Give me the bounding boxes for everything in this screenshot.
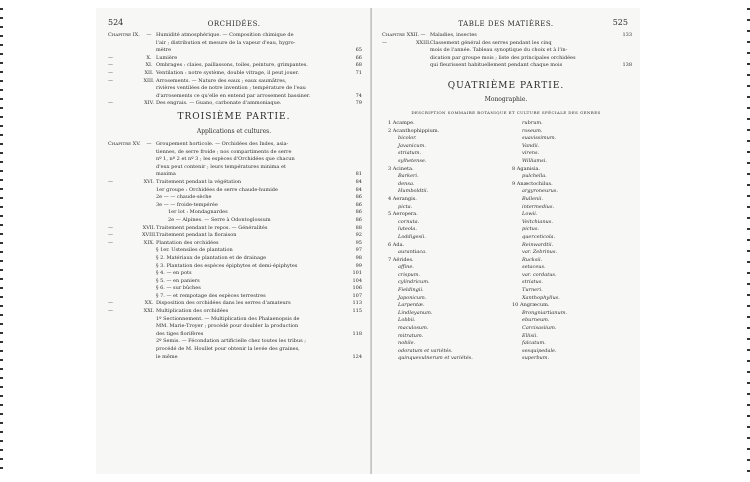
toc-text: Multiplication des orchidées	[156, 308, 229, 315]
toc-row	[108, 62, 362, 70]
toc-page-number: 104	[352, 277, 362, 284]
toc-text: d'eux peut contenir ; leurs températures minima et	[156, 163, 286, 170]
toc-page-number: 107	[352, 292, 362, 299]
toc-text: § 3. Plantation des espèces épiphytes et demi-épiphytes	[156, 262, 298, 269]
species-name: striatum.	[398, 150, 422, 157]
toc-page-number: 68	[355, 62, 362, 69]
species-name: Vandii.	[522, 142, 540, 149]
toc-row	[108, 149, 362, 157]
species-name: aurantiaca.	[398, 249, 427, 256]
toc-chapter: XVI.	[143, 178, 155, 185]
toc-row	[108, 187, 362, 195]
toc-text: mètre	[156, 47, 172, 54]
species-name: pulchella.	[522, 173, 547, 180]
toc-text: Traitement pendant la végétation	[156, 178, 242, 185]
genus-heading: 4 Aerangis.	[388, 195, 417, 202]
toc-row	[108, 164, 362, 172]
toc-chapter: XX.	[144, 300, 154, 307]
species-name: Larpentæ.	[398, 302, 425, 309]
toc-page-number: 124	[352, 353, 362, 360]
toc-chapter: XVII.	[142, 224, 156, 231]
species-name: densa.	[398, 180, 415, 187]
toc-page-number: 88	[355, 224, 362, 231]
genus-heading: 8 Aganisia.	[512, 165, 541, 172]
genus-heading: 9 Anæctochilus.	[512, 180, 553, 187]
toc-page-number: 95	[355, 239, 362, 246]
toc-text: Traitement pendant le repos. — Généralités	[156, 224, 268, 231]
part3-subtitle: Applications et cultures.	[196, 128, 272, 135]
species-name: Barkeri.	[398, 173, 419, 180]
toc-text: 2º Semis. — Fécondation artificielle chez toutes les tribus ;	[156, 338, 306, 345]
toc-page-number: 101	[352, 270, 362, 277]
toc-page-number: 74	[355, 92, 362, 99]
toc-text: § 7. — et rempotage des espèces terrestres	[156, 292, 266, 299]
toc-row	[108, 217, 362, 225]
toc-text: d'arrosements ce qu'elle en entend par arrosement bassiner.	[156, 92, 311, 99]
species-name: striatus.	[522, 279, 543, 286]
toc-row	[108, 85, 362, 93]
species-name: falcatum.	[522, 340, 546, 347]
toc-text: 3e — — froide-tempérée	[156, 201, 218, 208]
species-name: eburneum.	[522, 317, 550, 324]
genus-heading: 7 Aërides.	[388, 256, 414, 263]
toc-chapter: XI.	[145, 62, 153, 69]
toc-label: —	[108, 232, 113, 239]
toc-text: § 1er. Ustensiles de plantation	[156, 247, 233, 254]
species-name: rubrum.	[522, 120, 543, 126]
toc-chapter: XII.	[144, 69, 154, 76]
species-name: odoratum et variétés.	[398, 347, 453, 354]
toc-text: § 4. — en pots	[156, 270, 192, 277]
toc-row	[108, 40, 362, 48]
species-name: Veitchianus.	[522, 218, 553, 225]
toc-label: —	[108, 300, 113, 307]
species-name: picta.	[398, 203, 413, 210]
toc-text: 2e — — chaude-sèche	[156, 194, 212, 201]
toc-text: Lumière	[156, 54, 178, 61]
species-name: sesquipedale.	[522, 347, 557, 354]
species-name: Williamsi.	[522, 157, 547, 164]
toc-part3-list	[108, 141, 362, 361]
toc-label: —	[382, 39, 387, 46]
toc-row	[108, 209, 362, 217]
part3-toc	[108, 141, 362, 361]
toc-row	[382, 62, 632, 70]
toc-row	[108, 47, 362, 55]
toc-top-list	[108, 32, 362, 108]
toc-row	[108, 194, 362, 202]
toc-page-number: 79	[355, 100, 362, 107]
toc-text: Groupement horticole. — Orchidées des Indes, asia-	[156, 141, 289, 147]
species-name: Japonicum.	[398, 294, 427, 301]
toc-text: mois de l'année. Tableau synoptique du choix et à l'in-	[430, 47, 568, 54]
species-name: querceticola.	[522, 233, 556, 240]
toc-page-number: 81	[355, 171, 362, 178]
toc-chapter: XIV.	[144, 100, 154, 107]
toc-page-number: 118	[352, 330, 362, 337]
species-name: crispum.	[398, 271, 421, 278]
right-running-head: TABLE DES MATIÈRES.	[458, 20, 554, 28]
toc-page-number: 133	[622, 32, 632, 38]
toc-page-number: 86	[355, 216, 362, 223]
species-name: var. Zebrinus.	[522, 249, 558, 256]
toc-row	[108, 225, 362, 233]
right-page-number: 525	[612, 18, 628, 27]
left-toc	[108, 32, 362, 108]
toc-text: Classement général des serres pendant les cinq	[430, 39, 552, 46]
species-name: Lindleyanum.	[398, 309, 433, 316]
species-name: cylindricum.	[398, 279, 430, 286]
toc-row	[108, 32, 362, 40]
species-name: Lobbii.	[398, 317, 416, 324]
species-name: Ellisii.	[522, 332, 538, 339]
species-name: Lowii.	[522, 211, 538, 218]
species-name: Loddigesii.	[398, 233, 426, 240]
toc-label: Chapitre XV.	[108, 141, 141, 147]
genus-heading: 10 Angræcum.	[512, 302, 550, 309]
toc-row	[108, 316, 362, 324]
genus-heading: 3 Acineta.	[388, 165, 414, 172]
toc-text: qui fleurissent habituellement pendant chaque mois	[430, 62, 563, 69]
toc-page-number: 66	[355, 54, 362, 61]
toc-text: 1er groupe : Orchidées de serre chaude-humide	[156, 186, 278, 193]
toc-page-number: 138	[622, 62, 632, 69]
toc-row	[382, 55, 632, 63]
toc-text: MM. Marie-Troyer ; procédé pour doubler la production	[156, 323, 299, 330]
species-name: Turneri.	[522, 287, 543, 294]
toc-page-number: 97	[355, 247, 362, 254]
toc-text: Disposition des orchidées dans les serres d'amateurs	[156, 300, 291, 307]
toc-row	[108, 270, 362, 278]
toc-text: Plantation des orchidées	[156, 239, 219, 246]
toc-row	[108, 171, 362, 179]
toc-chapter: —	[146, 141, 152, 147]
species-name: nobile.	[398, 340, 416, 347]
toc-label: —	[108, 100, 113, 107]
genus-heading: 6 Ada.	[388, 241, 405, 248]
part4-title: QUATRIÈME PARTIE.	[447, 81, 565, 91]
toc-page-number: 84	[355, 178, 362, 185]
toc-text: Maladies, insectes	[430, 32, 477, 38]
species-name: var. cordatus.	[522, 271, 557, 278]
toc-page-number: 84	[355, 186, 362, 193]
toc-row	[108, 247, 362, 255]
toc-row	[108, 346, 362, 354]
species-name: pictus.	[522, 226, 539, 233]
toc-label: —	[108, 239, 113, 246]
toc-row	[108, 55, 362, 63]
toc-text: maxima	[156, 171, 176, 178]
toc-page-number: 98	[355, 254, 362, 261]
toc-top-list	[382, 32, 632, 70]
species-name: Rucksii.	[522, 256, 543, 263]
species-name: virens.	[522, 150, 540, 157]
species-name: intermedius.	[522, 203, 555, 210]
species-name: Xanthophyllus.	[522, 294, 560, 301]
left-page-number: 524	[108, 18, 124, 27]
species-name: argyroneurus.	[522, 188, 558, 195]
toc-page-number: 115	[352, 308, 362, 315]
toc-chapter: XVIII.	[142, 232, 157, 239]
toc-text: 1º Sectionnement. — Multiplication des Phalaenopsis de	[156, 315, 300, 322]
species-name: luteola.	[398, 226, 417, 233]
genus-heading: 5 Aeropera.	[388, 211, 418, 218]
toc-page-number: 86	[355, 194, 362, 201]
toc-row	[108, 255, 362, 263]
toc-row	[108, 300, 362, 308]
part4-subtitle: Monographie.	[484, 96, 528, 103]
toc-text: 2e — Alpines. — Serre à Odontoglossum	[168, 216, 271, 223]
species-name: setaceus.	[522, 264, 546, 271]
toc-row	[108, 70, 362, 78]
toc-text: Ombrages : claies, paillassons, toiles, peinture, grimpantes.	[156, 62, 308, 69]
toc-row	[108, 202, 362, 210]
species-name: mitratum.	[398, 332, 424, 339]
toc-row	[108, 93, 362, 101]
toc-row	[108, 232, 362, 240]
toc-row	[382, 32, 632, 40]
species-name: sylhetense.	[398, 157, 427, 164]
toc-text: procédé de M. Houllet pour obtenir la levée des graines,	[156, 346, 300, 353]
toc-label: —	[108, 308, 113, 315]
toc-page-number: 86	[355, 201, 362, 208]
toc-row	[108, 263, 362, 271]
toc-row	[108, 331, 362, 339]
species-name: bicolor.	[398, 135, 417, 142]
species-name: Reinwardtii.	[522, 241, 554, 248]
toc-row	[108, 240, 362, 248]
toc-chapter: —	[420, 32, 426, 38]
toc-text: Humidité atmosphérique. — Composition chimique de	[156, 32, 294, 38]
species-name: Carcisasiium.	[522, 325, 557, 332]
toc-chapter: XIII.	[143, 77, 155, 84]
species-name: superbum.	[522, 355, 550, 362]
toc-text: le même	[156, 353, 178, 360]
species-name: cornuta.	[398, 218, 420, 225]
right-toc	[382, 32, 632, 70]
toc-chapter: XXIII.	[416, 39, 431, 46]
species-name: Javanicum.	[398, 142, 426, 149]
toc-row	[108, 293, 362, 301]
toc-page-number: 92	[355, 232, 362, 239]
toc-label: —	[108, 224, 113, 231]
left-running-head: ORCHIDÉES.	[207, 20, 261, 28]
toc-row	[382, 47, 632, 55]
genera-column-left	[388, 120, 473, 363]
toc-text: nº 1, nº 2 et nº 3 ; les espèces d'Orchidées que chacun	[156, 156, 295, 163]
genus-heading: 1 Acampe.	[388, 120, 415, 126]
toc-row	[108, 308, 362, 316]
toc-text: rivières ventilées de notre invention ; température de l'eau	[156, 85, 306, 92]
toc-text: 1er lot : Mondagnardes	[168, 209, 228, 216]
toc-text: § 6. — sur bûches	[156, 285, 201, 292]
toc-chapter: XXI.	[143, 308, 155, 315]
toc-label: Chapitre IX.	[108, 32, 140, 38]
toc-text: Arrosements. — Nature des eaux ; eaux saumâtres,	[156, 77, 287, 84]
toc-row	[108, 141, 362, 149]
toc-text: tiennes, de serre froide ; nos compartiments de serre	[156, 148, 292, 155]
species-name: quinquevulnerum et variétés.	[398, 355, 473, 362]
toc-row	[108, 354, 362, 362]
toc-row	[108, 278, 362, 286]
species-name: suavissimum.	[522, 135, 557, 142]
right-page	[372, 8, 640, 474]
toc-text: l'air ; distribution et mesure de la vapeur d'eau, hygro-	[156, 39, 296, 46]
toc-label: —	[108, 54, 113, 61]
toc-text: Traitement pendant la floraison	[156, 232, 237, 239]
genus-heading: 2 Acanthophippium.	[388, 127, 440, 134]
toc-row	[108, 179, 362, 187]
toc-row	[108, 156, 362, 164]
monograph-caption: DESCRIPTION SOMMAIRE BOTANIQUE ET CULTURE SPÉCIALE DES GENRES	[411, 110, 601, 115]
toc-row	[108, 100, 362, 108]
toc-label: —	[108, 178, 113, 185]
toc-row	[108, 338, 362, 346]
toc-chapter: XIX.	[143, 239, 155, 246]
toc-row	[108, 78, 362, 86]
toc-page-number: 71	[355, 69, 362, 76]
left-page	[96, 8, 372, 474]
toc-text: des tiges florifères	[156, 330, 204, 337]
toc-chapter: X.	[146, 54, 152, 61]
toc-text: dication par groupe mois ; liste des principales orchidées	[430, 54, 576, 61]
species-name: maculosum.	[398, 325, 429, 332]
toc-page-number: 99	[355, 262, 362, 269]
toc-chapter: —	[146, 32, 152, 38]
toc-row	[108, 323, 362, 331]
toc-label: Chapitre XXII.	[382, 32, 420, 38]
toc-row	[108, 285, 362, 293]
toc-label: —	[108, 77, 113, 84]
toc-label: —	[108, 69, 113, 76]
species-name: affine.	[398, 264, 414, 271]
part3-title: TROISIÈME PARTIE.	[177, 112, 291, 122]
toc-label: —	[108, 62, 113, 69]
species-name: roseum.	[522, 127, 543, 134]
toc-page-number: 106	[352, 285, 362, 292]
toc-row	[382, 40, 632, 48]
species-name: Brongniartianum.	[522, 309, 568, 316]
toc-text: § 5. — en paniers	[156, 277, 200, 284]
toc-text: Des engrais. — Guano, carbonate d'ammoniaque.	[156, 100, 282, 107]
toc-page-number: 86	[355, 209, 362, 216]
toc-text: Ventilation : notre système, double vitrage, il peut jouer.	[156, 69, 300, 76]
genera-column-right	[512, 120, 567, 363]
toc-text: § 2. Matériaux de plantation et de drainage	[156, 254, 267, 261]
species-name: Humboldtii.	[398, 188, 429, 195]
toc-page-number: 113	[352, 300, 362, 307]
toc-page-number: 65	[355, 47, 362, 54]
scan-edge-left	[0, 8, 3, 474]
species-name: Bullenii.	[522, 195, 544, 202]
species-name: Fieldingii.	[398, 287, 424, 294]
